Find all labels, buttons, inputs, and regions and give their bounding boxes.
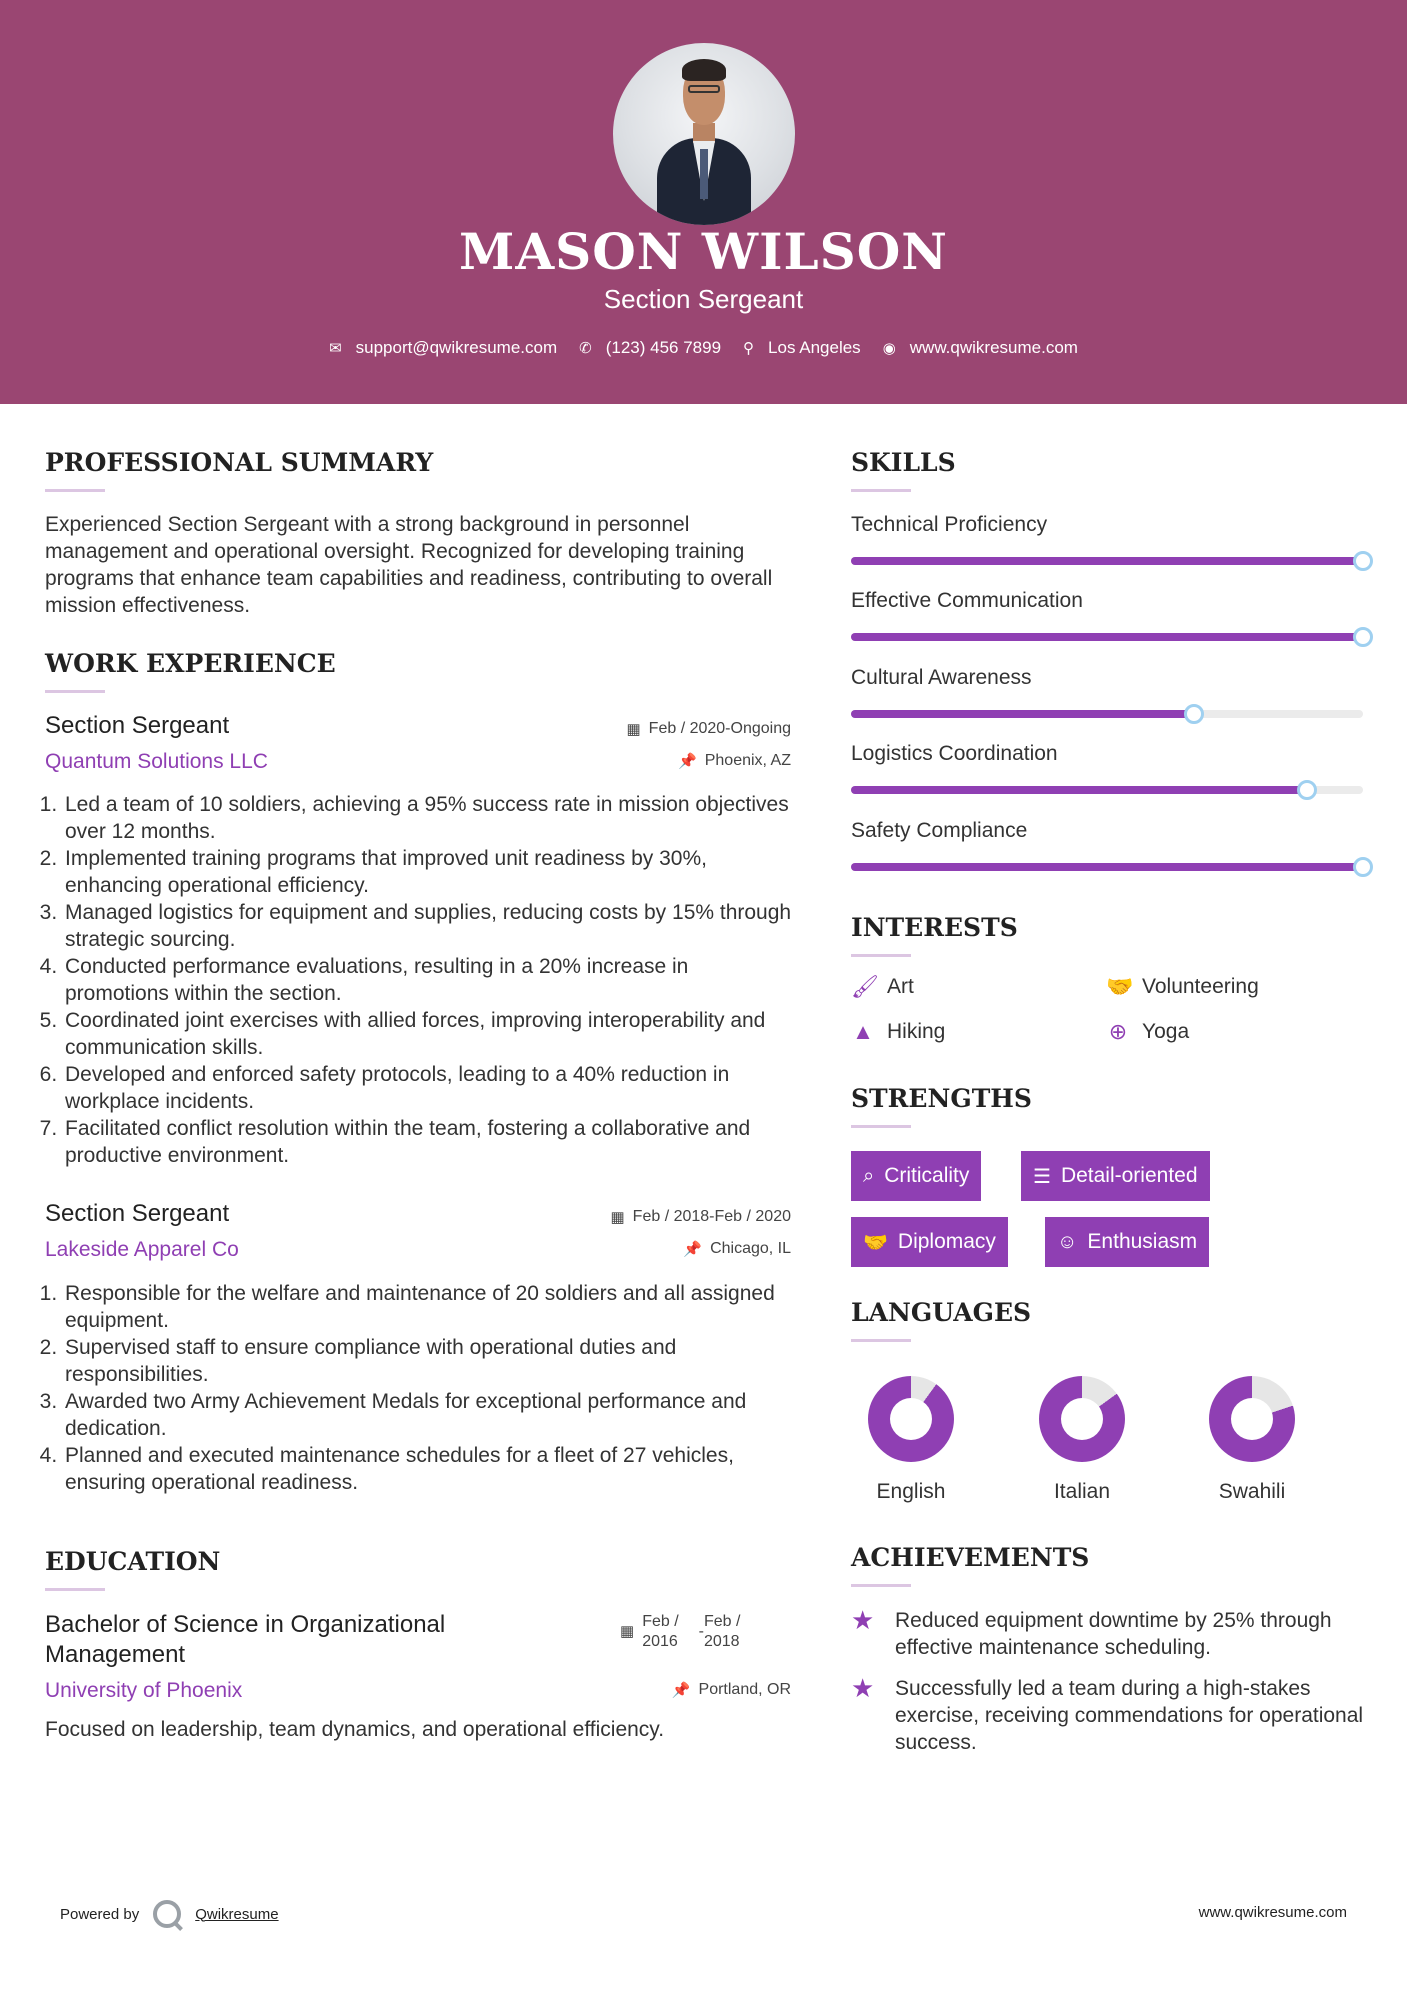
list-item: 2. Implemented training programs that improved unit readiness by 30%, enhancing operational efficiency. bbox=[63, 845, 795, 899]
job-company: Lakeside Apparel Co bbox=[45, 1238, 239, 1261]
list-item: 4. Planned and executed maintenance schedules for a fleet of 27 vehicles, ensuring operational readiness. bbox=[63, 1442, 795, 1496]
language-donut bbox=[1209, 1376, 1295, 1462]
calendar-icon: ▦ bbox=[610, 1209, 625, 1226]
skills-divider bbox=[851, 489, 911, 492]
job-dates-text: Feb / 2020-Ongoing bbox=[648, 720, 791, 737]
skill-label: Logistics Coordination bbox=[851, 742, 1058, 765]
education-divider bbox=[45, 1588, 105, 1591]
job-dates bbox=[610, 1208, 791, 1226]
envelope-icon: ✉ bbox=[329, 340, 342, 357]
achievement-item: ★ Reduced equipment downtime by 25% through effective maintenance scheduling. bbox=[851, 1605, 1332, 1659]
list-item: 1. Responsible for the welfare and maintenance of 20 soldiers and all assigned equipment. bbox=[63, 1280, 795, 1334]
language-donut bbox=[1039, 1376, 1125, 1462]
handshake-icon: 🤝 bbox=[863, 1231, 888, 1254]
interests-divider bbox=[851, 954, 911, 957]
contact-website[interactable] bbox=[883, 338, 1078, 358]
job-dates bbox=[626, 720, 791, 738]
candidate-title: Section Sergeant bbox=[603, 284, 804, 314]
skill-bar-knob bbox=[1297, 780, 1317, 800]
education-end: Feb / 2018 bbox=[703, 1613, 741, 1650]
skill-bar bbox=[851, 863, 1363, 871]
strengths-divider bbox=[851, 1125, 911, 1128]
skill-label: Cultural Awareness bbox=[851, 666, 1032, 689]
job-title: Section Sergeant bbox=[45, 1200, 230, 1227]
strength-badge: ☺ Enthusiasm bbox=[1045, 1217, 1209, 1267]
list-item: 7. Facilitated conflict resolution within the team, fostering a collaborative and productive environment. bbox=[63, 1115, 795, 1169]
list-item: 3. Awarded two Army Achievement Medals for exceptional performance and dedication. bbox=[63, 1388, 795, 1442]
job-company: Quantum Solutions LLC bbox=[45, 750, 268, 773]
list-item: 1. Led a team of 10 soldiers, achieving a 95% success rate in mission objectives over 12 months. bbox=[63, 791, 795, 845]
job-bullets bbox=[45, 1280, 795, 1496]
contact-email[interactable] bbox=[329, 338, 557, 358]
skill-bar-knob bbox=[1353, 551, 1373, 571]
education-description: Focused on leadership, team dynamics, and operational efficiency. bbox=[45, 1718, 665, 1741]
language-donut bbox=[868, 1376, 954, 1462]
interest-item: ⊕ Yoga bbox=[1106, 1019, 1189, 1045]
smile-icon: ☺ bbox=[1057, 1230, 1078, 1253]
contact-phone[interactable] bbox=[579, 338, 721, 358]
job-location-text: Chicago, IL bbox=[710, 1240, 791, 1257]
calendar-icon: ▦ bbox=[626, 721, 641, 738]
skill-bar-knob bbox=[1184, 704, 1204, 724]
strength-badge: ⌕ Criticality bbox=[851, 1151, 981, 1201]
experience-divider bbox=[45, 690, 105, 693]
skill-bar-knob bbox=[1353, 627, 1373, 647]
skill-bar-fill bbox=[851, 863, 1363, 871]
education-location bbox=[672, 1681, 791, 1699]
qwikresume-logo bbox=[153, 1900, 181, 1928]
footer-url[interactable]: www.qwikresume.com bbox=[1198, 1904, 1347, 1921]
list-item: 4. Conducted performance evaluations, resulting in a 20% increase in promotions within the section. bbox=[63, 953, 795, 1007]
education-heading: EDUCATION bbox=[45, 1547, 221, 1576]
handshake-icon: 🤝 bbox=[1106, 974, 1134, 999]
strengths-heading: STRENGTHS bbox=[851, 1084, 1032, 1113]
list-item: 3. Managed logistics for equipment and supplies, reducing costs by 15% through strategic sourcing. bbox=[63, 899, 795, 953]
skill-bar-knob bbox=[1353, 857, 1373, 877]
skill-bar-fill bbox=[851, 710, 1194, 718]
education-dates: ▦ Feb / 2016 - Feb / 2018 bbox=[620, 1613, 741, 1650]
skill-bar-fill bbox=[851, 633, 1363, 641]
website-text: www.qwikresume.com bbox=[909, 338, 1078, 357]
map-pin-icon: ⚲ bbox=[743, 340, 755, 357]
star-icon: ★ bbox=[851, 1673, 875, 1703]
summary-heading: PROFESSIONAL SUMMARY bbox=[45, 448, 434, 477]
phone-text: (123) 456 7899 bbox=[605, 338, 722, 357]
calendar-icon: ▦ bbox=[620, 1623, 635, 1640]
strength-badge: ☰ Detail-oriented bbox=[1021, 1151, 1210, 1201]
job-location-text: Phoenix, AZ bbox=[704, 752, 791, 769]
interest-item: 🖌 Art bbox=[851, 974, 914, 999]
degree-title: Bachelor of Science in Organizational Management bbox=[45, 1611, 446, 1668]
list-item: 5. Coordinated joint exercises with allied forces, improving interoperability and communication skills. bbox=[63, 1007, 795, 1061]
skill-label: Safety Compliance bbox=[851, 819, 1028, 842]
skill-bar bbox=[851, 633, 1363, 641]
tree-icon: ▲ bbox=[852, 1019, 874, 1044]
language-label: Swahili bbox=[1218, 1480, 1286, 1503]
search-icon: ⌕ bbox=[863, 1164, 875, 1187]
experience-heading: WORK EXPERIENCE bbox=[45, 649, 336, 678]
summary-divider bbox=[45, 489, 105, 492]
languages-divider bbox=[851, 1339, 911, 1342]
job-location bbox=[678, 752, 791, 770]
profile-photo bbox=[613, 43, 795, 225]
list-icon: ☰ bbox=[1033, 1165, 1051, 1188]
job-bullets bbox=[45, 791, 795, 1169]
interest-item: ▲ Hiking bbox=[852, 1019, 946, 1044]
summary-text: Experienced Section Sergeant with a strong background in personnel management and operational oversight. Recognized for developing training programs that enhance team capabilities and readiness, contributing to overall mission effectiveness. bbox=[45, 513, 773, 617]
candidate-name: MASON WILSON bbox=[459, 222, 948, 281]
pin-icon: 📌 bbox=[671, 1682, 691, 1699]
contact-location bbox=[743, 338, 861, 358]
pin-icon: 📌 bbox=[683, 1241, 703, 1258]
phone-icon: ✆ bbox=[579, 340, 592, 357]
skill-bar bbox=[851, 557, 1363, 565]
star-icon: ★ bbox=[851, 1605, 875, 1635]
powered-by-text: Powered by bbox=[60, 1905, 140, 1923]
achievements-heading: ACHIEVEMENTS bbox=[851, 1543, 1090, 1572]
globe-icon: ◉ bbox=[882, 340, 896, 357]
qwikresume-link[interactable]: Qwikresume bbox=[195, 1905, 279, 1923]
skill-bar-fill bbox=[851, 786, 1307, 794]
job-location bbox=[683, 1240, 791, 1258]
email-text: support@qwikresume.com bbox=[355, 338, 558, 357]
skills-heading: SKILLS bbox=[851, 448, 956, 477]
location-text: Los Angeles bbox=[768, 338, 861, 357]
interest-item: 🤝 Volunteering bbox=[1106, 974, 1259, 999]
list-item: 6. Developed and enforced safety protocols, leading to a 40% reduction in workplace incidents. bbox=[63, 1061, 795, 1115]
languages-heading: LANGUAGES bbox=[851, 1298, 1032, 1327]
contact-bar bbox=[0, 338, 1407, 358]
list-item: 2. Supervised staff to ensure compliance with operational duties and responsibilities. bbox=[63, 1334, 795, 1388]
skill-bar-fill bbox=[851, 557, 1363, 565]
school-name: University of Phoenix bbox=[45, 1679, 243, 1702]
interests-heading: INTERESTS bbox=[851, 913, 1018, 942]
skill-bar bbox=[851, 710, 1363, 718]
lifebuoy-icon: ⊕ bbox=[1108, 1019, 1128, 1044]
achievements-divider bbox=[851, 1584, 911, 1587]
language-label: English bbox=[876, 1480, 946, 1503]
resume-header bbox=[0, 0, 1407, 404]
footer-branding bbox=[60, 1900, 279, 1928]
achievement-item: ★ Successfully led a team during a high-stakes exercise, receiving commendations for operational success. bbox=[851, 1673, 1364, 1754]
skill-bar bbox=[851, 786, 1363, 794]
skill-label: Technical Proficiency bbox=[851, 513, 1048, 536]
education-start: Feb / 2016 bbox=[642, 1613, 679, 1650]
pin-icon: 📌 bbox=[678, 753, 697, 770]
strength-badge: 🤝 Diplomacy bbox=[851, 1217, 1008, 1267]
job-dates-text: Feb / 2018-Feb / 2020 bbox=[632, 1208, 791, 1225]
education-location-text: Portland, OR bbox=[698, 1681, 791, 1698]
paintbrush-icon: 🖌 bbox=[851, 974, 879, 999]
skill-label: Effective Communication bbox=[851, 589, 1083, 612]
language-label: Italian bbox=[1053, 1480, 1111, 1503]
job-title: Section Sergeant bbox=[45, 712, 230, 739]
